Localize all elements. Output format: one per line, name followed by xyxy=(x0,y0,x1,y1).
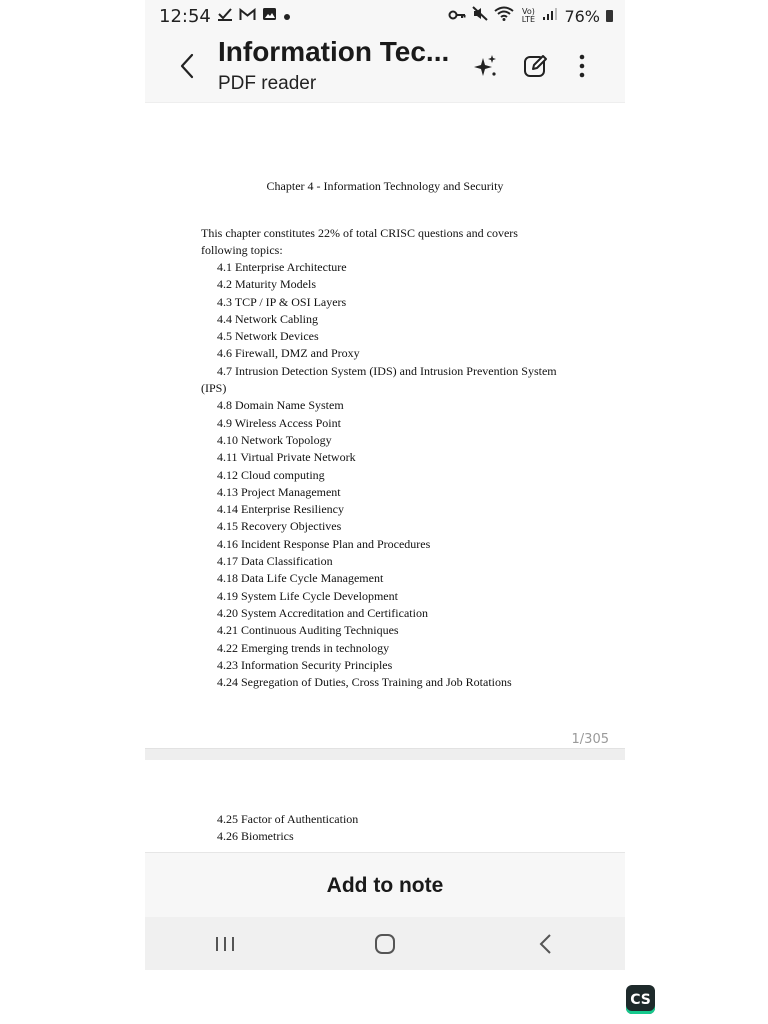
page-counter: 1/305 xyxy=(571,732,609,747)
battery-icon xyxy=(606,10,613,22)
back-icon xyxy=(538,933,552,955)
topic-item: 4.8 Domain Name System xyxy=(217,398,344,413)
back-button[interactable] xyxy=(167,46,207,86)
sparkle-icon xyxy=(473,53,499,79)
gallery-icon xyxy=(262,6,277,26)
system-back-button[interactable] xyxy=(515,924,575,964)
topic-item-continuation: (IPS) xyxy=(201,381,227,396)
topic-item: 4.4 Network Cabling xyxy=(217,311,318,326)
topic-item: 4.1 Enterprise Architecture xyxy=(217,260,347,274)
edit-icon xyxy=(523,53,549,79)
check-download-icon xyxy=(217,6,233,26)
topic-item: 4.6 Firewall, DMZ and Proxy xyxy=(217,346,360,361)
topic-item: 4.13 Project Management xyxy=(217,484,341,499)
topic-item: 4.25 Factor of Authentication xyxy=(217,812,359,826)
topic-item: 4.19 System Life Cycle Development xyxy=(217,588,398,603)
topic-item: 4.21 Continuous Auditing Techniques xyxy=(217,623,399,638)
topic-item: 4.22 Emerging trends in technology xyxy=(217,640,390,655)
pdf-page-2[interactable] xyxy=(145,760,625,852)
topic-item: 4.2 Maturity Models xyxy=(217,277,316,292)
home-icon xyxy=(374,933,396,955)
volte-icon: Vo) LTE xyxy=(521,7,536,24)
topic-item: 4.20 System Accreditation and Certification xyxy=(217,605,428,620)
topic-item: 4.11 Virtual Private Network xyxy=(217,450,356,465)
topic-item: 4.26 Biometrics xyxy=(217,829,294,844)
wifi-icon xyxy=(494,6,514,26)
camscanner-logo: CS xyxy=(626,985,655,1014)
chapter-title: Chapter 4 - Information Technology and Security xyxy=(266,179,504,193)
topic-item: 4.14 Enterprise Resiliency xyxy=(217,502,344,517)
topic-list-page-2 xyxy=(217,811,358,846)
status-time: 12:54 xyxy=(159,5,211,27)
mute-icon xyxy=(472,6,488,26)
topic-item: 4.7 Intrusion Detection System (IDS) and Intrusion Prevention System xyxy=(217,363,557,378)
topic-item: 4.10 Network Topology xyxy=(217,432,332,447)
topic-item: 4.15 Recovery Objectives xyxy=(217,519,342,534)
home-button[interactable] xyxy=(355,924,415,964)
navigation-bar xyxy=(145,917,625,970)
add-note-bar xyxy=(145,852,625,918)
topic-item: 4.24 Segregation of Duties, Cross Training and Job Rotations xyxy=(217,675,512,690)
topic-item: 4.12 Cloud computing xyxy=(217,467,325,482)
edit-button[interactable] xyxy=(518,48,554,84)
dot-icon xyxy=(283,6,291,26)
document-title: Information Tec... xyxy=(218,36,450,67)
battery-percent: 76% xyxy=(564,6,600,26)
chevron-left-icon xyxy=(179,53,195,79)
phone-screen xyxy=(145,0,625,970)
topic-list xyxy=(201,259,581,691)
topic-item: 4.16 Incident Response Plan and Procedures xyxy=(217,536,431,551)
signal-icon xyxy=(542,6,558,26)
status-bar xyxy=(145,0,625,32)
topic-item: 4.18 Data Life Cycle Management xyxy=(217,571,384,586)
chapter-intro: This chapter constitutes 22% of total CRISC questions and covers following topics: xyxy=(201,226,518,257)
topic-item: 4.9 Wireless Access Point xyxy=(217,415,341,430)
topic-item: 4.17 Data Classification xyxy=(217,554,333,569)
recent-apps-icon xyxy=(214,935,236,953)
more-options-button[interactable] xyxy=(564,48,600,84)
ai-assist-button[interactable] xyxy=(468,48,504,84)
topic-item: 4.23 Information Security Principles xyxy=(217,657,393,672)
recent-apps-button[interactable] xyxy=(195,924,255,964)
more-vertical-icon xyxy=(578,54,586,78)
add-to-note-button[interactable]: Add to note xyxy=(321,873,450,899)
key-icon xyxy=(448,6,466,26)
gmail-icon xyxy=(239,6,256,26)
page-separator xyxy=(145,748,625,760)
app-bar xyxy=(145,32,625,103)
topic-item: 4.3 TCP / IP & OSI Layers xyxy=(217,294,347,309)
topic-item: 4.5 Network Devices xyxy=(217,329,319,344)
pdf-page-1[interactable] xyxy=(145,103,625,748)
app-subtitle: PDF reader xyxy=(218,73,317,94)
